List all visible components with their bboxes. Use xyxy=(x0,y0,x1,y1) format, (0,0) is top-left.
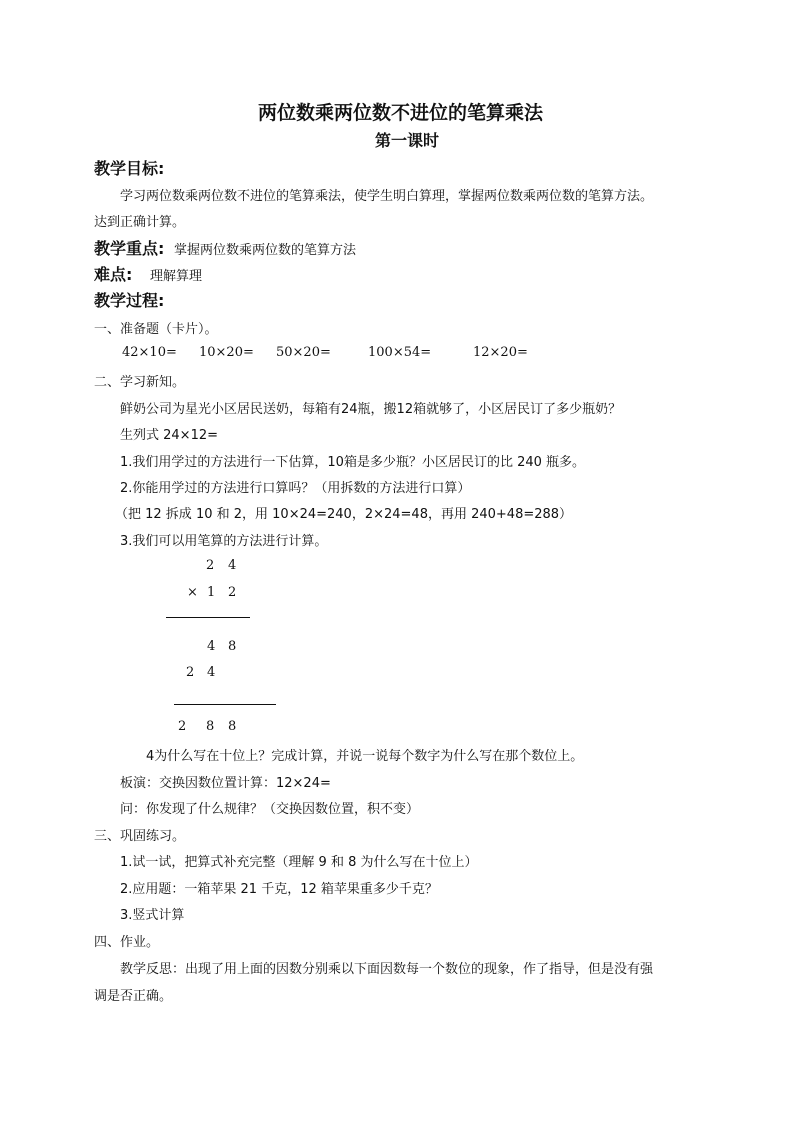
reflection-line1: 教学反思：出现了用上面的因数分别乘以下面因数每一个数位的现象，作了指导，但是没有强 xyxy=(120,962,654,977)
step1-text: 1.我们用学过的方法进行一下估算，10箱是多少瓶？小区居民订的比 240 瓶多。 xyxy=(120,455,586,470)
practice-item-2: 2.应用题：一箱苹果 21 千克，12 箱苹果重多少千克？ xyxy=(120,882,438,897)
digit: 2 xyxy=(228,585,237,600)
practice-item-1: 1.试一试，把算式补充完整（理解 9 和 8 为什么写在十位上） xyxy=(120,855,478,870)
problem-text: 鲜奶公司为星光小区居民送奶，每箱有24瓶，搬12箱就够了，小区居民订了多少瓶奶？ xyxy=(120,402,622,417)
sum-line xyxy=(174,704,276,705)
digit: 8 xyxy=(228,719,237,734)
key-point-heading: 教学重点: xyxy=(94,239,165,258)
exercise-5: 12×20= xyxy=(473,345,528,360)
page-subtitle: 第一课时 xyxy=(375,131,440,150)
times-sign: × xyxy=(187,585,198,600)
section2-heading: 二、学习新知。 xyxy=(94,375,186,390)
process-heading: 教学过程: xyxy=(94,291,165,310)
digit: 2 xyxy=(206,558,215,573)
step3-text: 3.我们可以用笔算的方法进行计算。 xyxy=(120,534,328,549)
practice-item-3: 3.竖式计算 xyxy=(120,908,185,923)
step2-note: （把 12 拆成 10 和 2，用 10×24=240，2×24=48，再用 240+48=288） xyxy=(115,507,573,522)
section4-heading: 四、作业。 xyxy=(94,935,160,950)
key-point-text: 掌握两位数乘两位数的笔算方法 xyxy=(174,243,357,258)
step2-text: 2.你能用学过的方法进行口算吗？（用拆数的方法进行口算） xyxy=(120,481,471,496)
digit: 4 xyxy=(228,558,237,573)
digit: 2 xyxy=(186,665,195,680)
reflection-line2: 调是否正确。 xyxy=(94,989,173,1004)
digit: 4 xyxy=(207,639,216,654)
difficulty-text: 理解算理 xyxy=(150,269,203,284)
digit: 4 xyxy=(207,665,216,680)
digit: 8 xyxy=(228,639,237,654)
divider-line xyxy=(166,617,250,618)
exercise-4: 100×54= xyxy=(368,345,432,360)
exercise-3: 50×20= xyxy=(276,345,331,360)
goals-text-line1: 学习两位数乘两位数不进位的笔算乘法，使学生明白算理，掌握两位数乘两位数的笔算方法。 xyxy=(120,189,654,204)
digit: 1 xyxy=(207,585,216,600)
goals-text-line2: 达到正确计算。 xyxy=(94,215,186,230)
exercise-2: 10×20= xyxy=(199,345,254,360)
digit: 8 xyxy=(206,719,215,734)
ask-text: 问：你发现了什么规律？（交换因数位置，积不变） xyxy=(120,802,420,817)
section3-heading: 三、巩固练习。 xyxy=(94,829,186,844)
board-text: 板演：交换因数位置计算：12×24= xyxy=(120,776,331,791)
goals-heading: 教学目标: xyxy=(94,159,165,178)
difficulty-heading: 难点: xyxy=(94,265,133,284)
question-text: 4为什么写在十位上？完成计算，并说一说每个数字为什么写在那个数位上。 xyxy=(146,749,584,764)
equation-text: 生列式 24×12= xyxy=(120,428,219,443)
section1-heading: 一、准备题（卡片）。 xyxy=(94,322,218,337)
page-title: 两位数乘两位数不进位的笔算乘法 xyxy=(258,102,544,124)
digit: 2 xyxy=(178,719,187,734)
exercise-1: 42×10= xyxy=(122,345,177,360)
